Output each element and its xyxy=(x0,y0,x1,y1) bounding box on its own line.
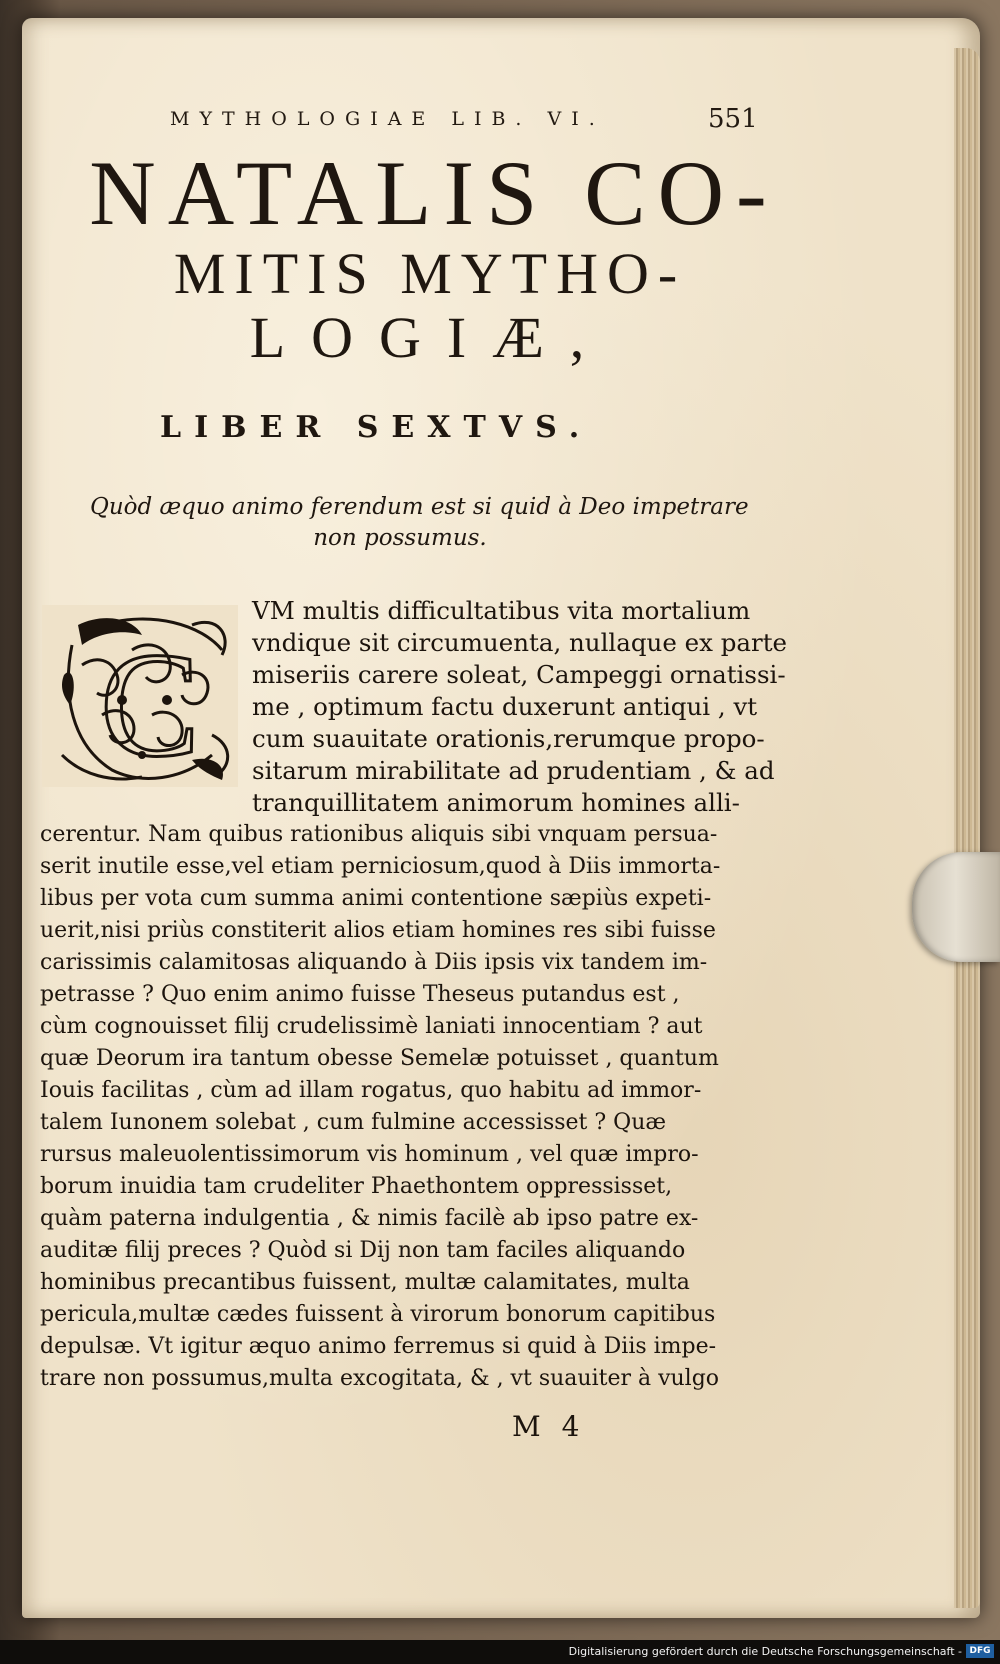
body-line: quàm paterna indulgentia , & nimis facilè ab ipso patre ex- xyxy=(40,1206,699,1231)
page-number: 551 xyxy=(708,104,758,134)
title-line-1: NATALIS CO- xyxy=(89,142,779,244)
body-line: cerentur. Nam quibus rationibus aliquis sibi vnquam persua- xyxy=(40,822,718,847)
body-line: petrasse ? Quo enim animo fuisse Theseus putandus est , xyxy=(40,982,680,1007)
body-line: sitarum mirabilitate ad prudentiam , & ad xyxy=(252,756,775,785)
title-line-3: LOGIÆ, xyxy=(249,305,611,370)
body-line: quæ Deorum ira tantum obesse Semelæ potuisset , quantum xyxy=(40,1046,719,1071)
book-heading: LIBER SEXTVS. xyxy=(160,410,593,445)
body-line: me , optimum factu duxerunt antiqui , vt xyxy=(252,692,758,721)
body-line: rursus maleuolentissimorum vis hominum , vel quæ impro- xyxy=(40,1142,699,1167)
body-line: serit inutile esse,vel etiam perniciosum,quod à Diis immorta- xyxy=(40,854,721,879)
body-line: Iouis facilitas , cùm ad illam rogatus, quo habitu ad immor- xyxy=(40,1078,702,1103)
body-line: auditæ filij preces ? Quòd si Dij non tam faciles aliquando xyxy=(40,1238,686,1263)
dfg-logo-icon: DFG xyxy=(966,1644,994,1658)
decorated-initial-icon xyxy=(42,605,238,787)
body-line: tranquillitatem animorum homines alli- xyxy=(252,788,740,817)
body-line: vndique sit circumuenta, nullaque ex parte xyxy=(252,628,788,657)
running-head: MYTHOLOGIAE LIB. VI. xyxy=(170,108,605,130)
page-edges xyxy=(954,48,980,1608)
body-line: carissimis calamitosas aliquando à Diis ipsis vix tandem im- xyxy=(40,950,708,975)
motto-line-1: Quòd æquo animo ferendum est si quid à Deo impetrare xyxy=(90,494,749,520)
body-line: VM multis difficultatibus vita mortalium xyxy=(252,596,751,625)
page-clip xyxy=(912,852,1000,962)
body-line: uerit,nisi priùs constiterit alios etiam homines res sibi fuisse xyxy=(40,918,716,943)
body-line: hominibus precantibus fuissent, multæ calamitates, multa xyxy=(40,1270,690,1295)
body-line: cùm cognouisset filij crudelissimè laniati innocentiam ? aut xyxy=(40,1014,703,1039)
title-line-2: MITIS MYTHO- xyxy=(173,241,687,306)
body-line: borum inuidia tam crudeliter Phaethontem oppressisset, xyxy=(40,1174,673,1199)
funding-credit: Digitalisierung gefördert durch die Deutsche Forschungsgemeinschaft - xyxy=(568,1645,962,1658)
body-line: miseriis carere soleat, Campeggi ornatissi- xyxy=(252,660,786,689)
body-line: talem Iunonem solebat , cum fulmine accessisset ? Quæ xyxy=(40,1110,667,1135)
body-line: trare non possumus,multa excogitata, & , vt suauiter à vulgo xyxy=(40,1366,720,1391)
catchword: M 4 xyxy=(512,1410,586,1443)
body-line: depulsæ. Vt igitur æquo animo ferremus si quid à Diis impe- xyxy=(40,1334,717,1359)
body-line: cum suauitate orationis,rerumque propo- xyxy=(252,724,765,753)
motto-line-2: non possumus. xyxy=(313,525,487,551)
body-line: pericula,multæ cædes fuissent à virorum bonorum capitibus xyxy=(40,1302,716,1327)
body-line: libus per vota cum summa animi contentione sæpiùs expeti- xyxy=(40,886,712,911)
initial-letter: C xyxy=(100,622,201,787)
